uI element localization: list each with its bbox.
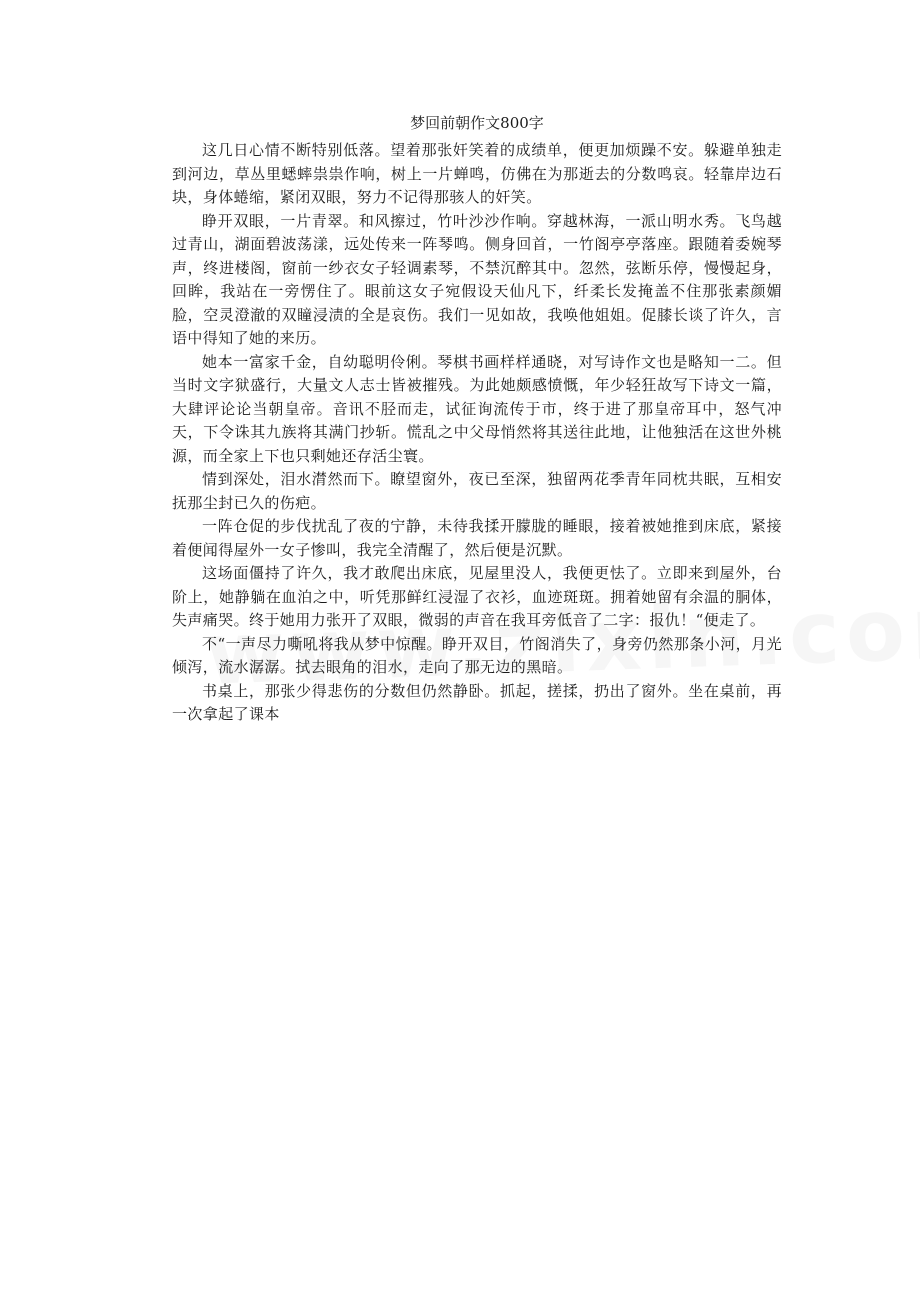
paragraph-3: 她本一富家千金，自幼聪明伶俐。琴棋书画样样通晓，对写诗作文也是略知一二。但当时文字狱盛行，大量文人志士皆被摧残。为此她颇感愤慨，年少轻狂故写下诗文一篇，大肆评论论当朝皇帝。音讯不胫而走，试征询流传于市，终于进了那皇帝耳中，怒气冲天，下令诛其九族将其满门抄斩。慌乱之中父母悄然将其送往此地，让他独活在这世外桃源，而全家上下也只剩她还存活尘寰。 <box>172 352 782 465</box>
paragraph-4: 情到深处，泪水潸然而下。瞭望窗外，夜已至深，独留两花季青年同枕共眠，互相安抚那尘封已久的伤疤。 <box>172 470 782 512</box>
document-body <box>172 112 782 727</box>
paragraph-1: 这几日心情不断特别低落。望着那张奸笑着的成绩单，便更加烦躁不安。躲避单独走到河边，草丛里蟋蟀祟祟作响，树上一片蝉鸣，仿佛在为那逝去的分数鸣哀。轻靠岸边石块，身体蜷缩，紧闭双眼，努力不记得那骇人的奸笑。 <box>172 141 782 206</box>
paragraph-5: 一阵仓促的步伐扰乱了夜的宁静，未待我揉开朦胧的睡眼，接着被她推到床底，紧接着便闻得屋外一女子惨叫，我完全清醒了，然后便是沉默。 <box>172 517 782 559</box>
paragraph-7: 不“一声尽力嘶吼将我从梦中惊醒。睁开双目，竹阁消失了，身旁仍然那条小河，月光倾泻，流水潺潺。拭去眼角的泪水，走向了那无边的黑暗。 <box>172 634 782 676</box>
paragraph-8: 书桌上，那张少得悲伤的分数但仍然静卧。抓起，搓揉，扔出了窗外。坐在桌前，再一次拿起了课本 <box>172 681 782 723</box>
paragraph-2: 睁开双眼，一片青翠。和风擦过，竹叶沙沙作响。穿越林海，一派山明水秀。飞鸟越过青山，湖面碧波荡漾，远处传来一阵琴鸣。侧身回首，一竹阁亭亭落座。跟随着委婉琴声，终进楼阁，窗前一纱衣女子轻调素琴，不禁沉醉其中。忽然，弦断乐停，慢慢起身，回眸，我站在一旁愣住了。眼前这女子宛假设天仙凡下，纤柔长发掩盖不住那张素颜媚脸，空灵澄澈的双瞳浸渍的全是哀伤。我们一见如故，我唤他姐姐。促膝长谈了许久，言语中得知了她的来历。 <box>172 211 782 347</box>
document-title: 梦回前朝作文800字 <box>410 114 544 132</box>
paragraph-6: 这场面僵持了许久，我才敢爬出床底，见屋里没人，我便更怯了。立即来到屋外，台阶上，她静躺在血泊之中，听凭那鲜红浸湿了衣衫，血迹斑斑。拥着她留有余温的胴体，失声痛哭。终于她用力张开了双眼，微弱的声音在我耳旁低音了二字：报仇！“便走了。 <box>172 564 782 629</box>
